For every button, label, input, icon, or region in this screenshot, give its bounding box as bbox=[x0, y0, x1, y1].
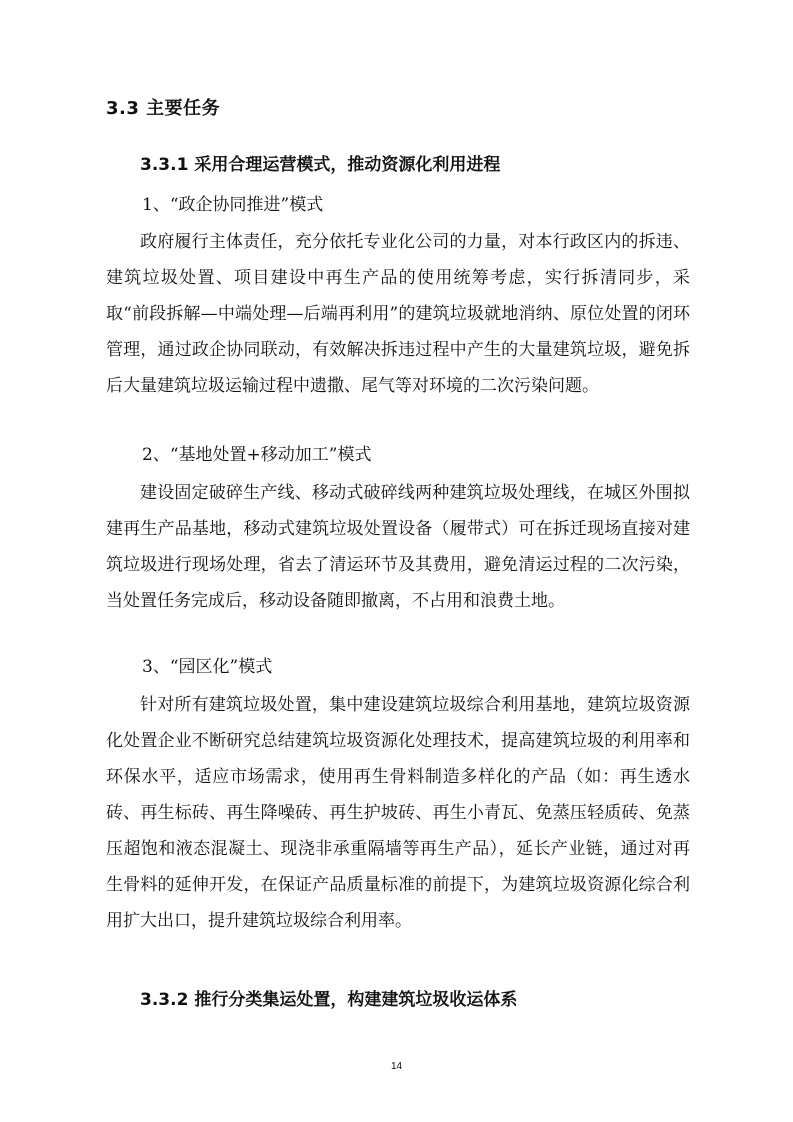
section-heading: 3.3 主要任务 bbox=[106, 98, 221, 119]
item-heading-3: 3、“园区化”模式 bbox=[142, 657, 273, 677]
subsection-heading-3-3-1: 3.3.1 采用合理运营模式，推动资源化利用进程 bbox=[140, 155, 501, 175]
subsection-heading-3-3-2: 3.3.2 推行分类集运处置，构建建筑垃圾收运体系 bbox=[140, 990, 518, 1010]
item-heading-1: 1、“政企协同推进”模式 bbox=[142, 195, 324, 215]
item-paragraph-1: 政府履行主体责任，充分依托专业化公司的力量，对本行政区内的拆违、建筑垃圾处置、项目建设中再生产品的使用统筹考虑，实行拆清同步，采取“前段拆解—中端处理—后端再利用”的建筑垃圾就地消纳、原位处置的闭环管理，通过政企协同联动，有效解决拆违过程中产生的大量建筑垃圾，避免拆后大量建筑垃圾运输过程中遗撒、尾气等对环境的二次污染问题。 bbox=[106, 232, 690, 396]
item-paragraph-2: 建设固定破碎生产线、移动式破碎线两种建筑垃圾处理线，在城区外围拟建再生产品基地，移动式建筑垃圾处置设备（履带式）可在拆迁现场直接对建筑垃圾进行现场处理，省去了清运环节及其费用，避免清运过程的二次污染，当处置任务完成后，移动设备随即撤离，不占用和浪费土地。 bbox=[106, 483, 690, 611]
page-number: 14 bbox=[390, 1061, 403, 1072]
item-paragraph-3: 针对所有建筑垃圾处置，集中建设建筑垃圾综合利用基地，建筑垃圾资源化处置企业不断研究总结建筑垃圾资源化处理技术，提高建筑垃圾的利用率和环保水平，适应市场需求，使用再生骨料制造多样化的产品（如：再生透水砖、再生标砖、再生降噪砖、再生护坡砖、再生小青瓦、免蒸压轻质砖、免蒸压超饱和液态混凝土、现浇非承重隔墙等再生产品），延长产业链，通过对再生骨料的延伸开发，在保证产品质量标准的前提下，为建筑垃圾资源化综合利用扩大出口，提升建筑垃圾综合利用率。 bbox=[106, 695, 690, 931]
item-heading-2: 2、“基地处置+移动加工”模式 bbox=[142, 445, 372, 465]
